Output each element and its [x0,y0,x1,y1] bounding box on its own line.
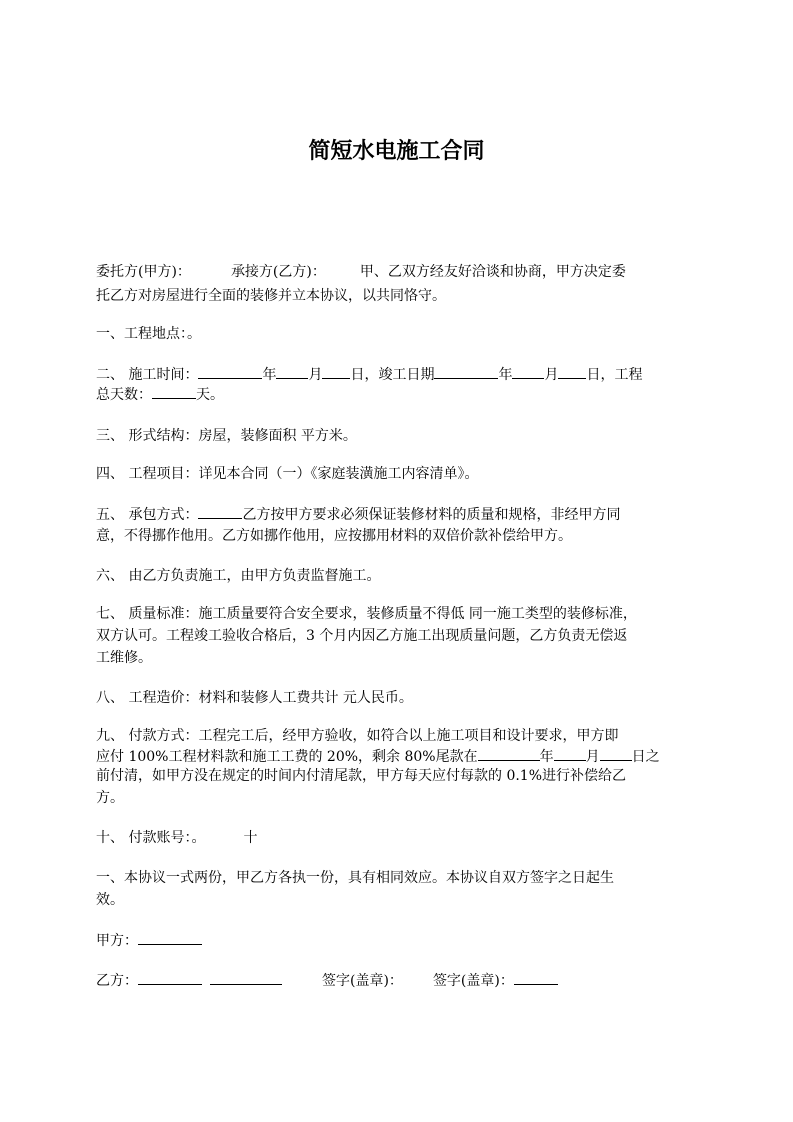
clause-9-line-3: 前付清，如甲方没在规定的时间内付清尾款，甲方每天应付每款的 0.1%进行补偿给乙 [96,768,627,784]
clause-5-line-2: 意，不得挪作他用。乙方如挪作他用，应按挪用材料的双倍价款补偿给甲方。 [96,528,572,544]
finish-date-label: 日，竣工日期 [350,367,435,383]
document-title: 简短水电施工合同 [308,139,485,164]
clause-5-line-1 [96,504,620,525]
clause-4: 四、 工程项目：详见本合同（一）《家庭装潢施工内容清单》。 [96,466,479,482]
due-month-text: 月 [585,749,600,765]
party-b-sign-blank-2[interactable] [210,970,282,985]
clause-7-line-2: 双方认可。工程竣工验收合格后，3 个月内因乙方施工出现质量问题，乙方负责无偿返 [96,628,628,644]
seal-2-blank[interactable] [514,970,558,985]
intro-text-1: 甲、乙双方经友好洽谈和协商，甲方决定委 [359,264,626,280]
clause-7-line-1: 七、 质量标准：施工质量要符合安全要求，装修质量不得低 同一施工类型的装修标准， [96,606,637,622]
party-b-sign-blank-1[interactable] [138,970,202,985]
clause-5-label: 五、 承包方式： [96,507,199,523]
clause-9-line-2 [96,746,660,767]
clause-9-line-4: 方。 [96,790,124,806]
clause-6: 六、 由乙方负责施工，由甲方负责监督施工。 [96,568,381,584]
clause-1: 一、工程地点：。 [96,326,201,342]
start-year-blank[interactable] [198,364,262,379]
due-day-text: 日之 [631,749,660,765]
payment-terms-text: 应付 100%工程材料款和施工工费的 20%，剩余 80%尾款在 [96,749,478,765]
due-year-text: 年 [539,749,554,765]
seal-label-2: 签字(盖章)： [432,973,514,989]
end-day-blank[interactable] [558,364,586,379]
due-day-blank[interactable] [600,746,632,761]
party-b-label: 承接方(乙方)： [230,264,326,280]
clause-9-line-1: 九、 付款方式：工程完工后，经甲方验收，如符合以上施工项目和设计要求，甲方即 [96,728,619,744]
clause-5-text: 乙方按甲方要求必须保证装修材料的质量和规格，非经甲方同 [242,507,621,523]
clause-2-label: 二、 施工时间： [96,367,199,383]
start-month-blank[interactable] [276,364,308,379]
end-year-blank[interactable] [434,364,498,379]
year-text: 年 [262,367,277,383]
due-month-blank[interactable] [554,746,586,761]
intro-line-1 [96,262,626,282]
clause-2-line-1 [96,364,642,385]
start-day-blank[interactable] [322,364,350,379]
end-month-blank[interactable] [512,364,544,379]
due-year-blank[interactable] [478,746,540,761]
party-a-sign-blank[interactable] [138,930,202,945]
party-a-sign-label: 甲方： [96,933,138,949]
clause-10-trail: 十 [243,830,258,846]
contract-mode-blank[interactable] [198,504,242,519]
account-label: 十、 付款账号：。 [96,830,206,846]
signature-party-a [96,930,202,951]
clause-2-line-2 [96,384,224,405]
clause-11-line-1: 一、本协议一式两份，甲乙方各执一份，具有相同效应。本协议自双方签字之日起生 [96,870,614,886]
total-days-blank[interactable] [152,384,196,399]
year-text-2: 年 [498,367,513,383]
day-text-2: 日，工程 [586,367,643,383]
intro-line-2: 托乙方对房屋进行全面的装修并立本协议，以共同恪守。 [96,288,446,304]
party-a-label: 委托方(甲方)： [96,264,191,280]
days-unit: 天。 [196,387,224,403]
month-text: 月 [308,367,323,383]
clause-11-line-2: 效。 [96,892,124,908]
seal-label-1: 签字(盖章)： [322,973,403,989]
clause-10 [96,828,257,848]
clause-3: 三、 形式结构：房屋，装修面积 平方米。 [96,428,357,444]
total-days-label: 总天数： [96,387,152,403]
month-text-2: 月 [544,367,559,383]
signature-party-b [96,970,558,991]
clause-7-line-3: 工维修。 [96,650,152,666]
clause-8: 八、 工程造价：材料和装修人工费共计 元人民币。 [96,690,413,706]
party-b-sign-label: 乙方： [96,973,138,989]
